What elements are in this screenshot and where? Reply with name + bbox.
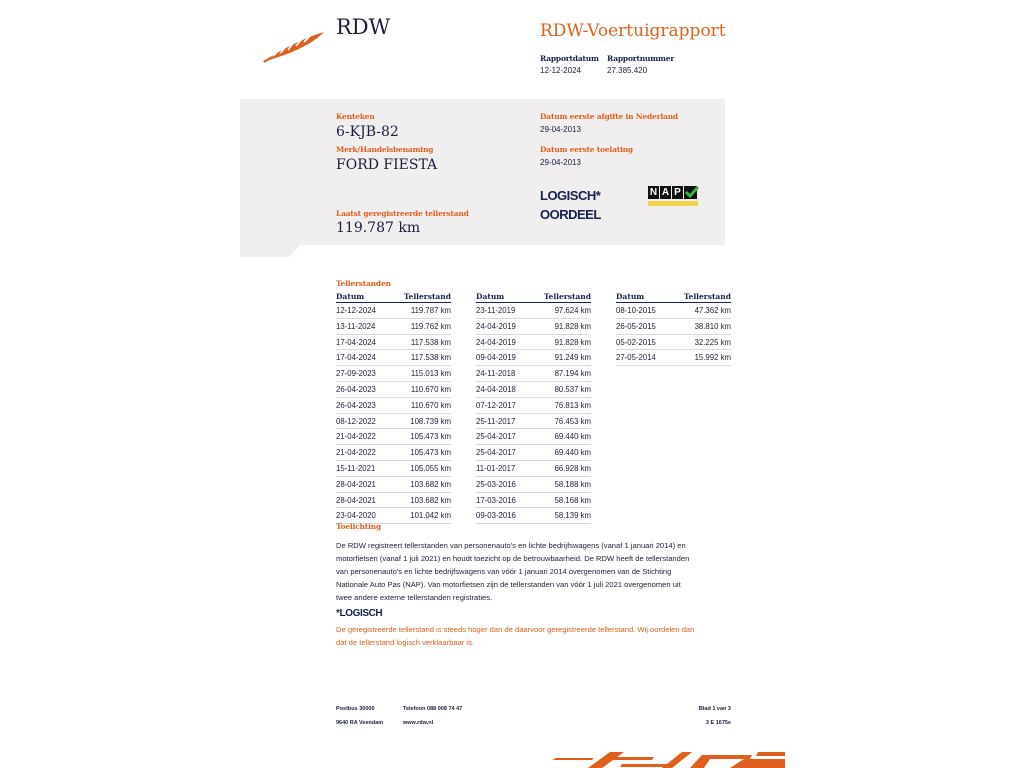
table-row: 15-11-2021 105.055 km [336, 461, 451, 477]
table-row: 25-11-2017 76.453 km [476, 414, 591, 430]
table-row: 21-04-2022 105.473 km [336, 429, 451, 445]
table-row: 27-05-2014 15.992 km [616, 350, 731, 366]
table-row: 25-04-2017 69.440 km [476, 429, 591, 445]
logic-title: *LOGISCH [336, 608, 383, 619]
table-row: 09-04-2019 91.249 km [476, 350, 591, 366]
table-row: 11-01-2017 66.928 km [476, 461, 591, 477]
table-row: 26-04-2023 110.670 km [336, 398, 451, 414]
report-date-label: Rapportdatum [540, 54, 599, 63]
footer-postbus: Postbus 30000 [336, 706, 375, 712]
plate-label: Kenteken [336, 112, 375, 121]
footer-page: Blad 1 van 3 [698, 706, 731, 712]
report-number-label: Rapportnummer [607, 54, 675, 63]
table-row: 28-04-2021 103.682 km [336, 493, 451, 509]
odometer-label: Laatst geregistreerde tellerstand [336, 209, 469, 218]
decorative-stripes-icon [552, 750, 785, 768]
readings-table-2 [476, 291, 591, 524]
checkmark-icon [684, 185, 700, 200]
table-row: 12-12-2024 119.787 km [336, 303, 451, 319]
table-row: 13-11-2024 119.762 km [336, 319, 451, 335]
table-row: 09-03-2016 58.139 km [476, 508, 591, 524]
footer-web: www.rdw.nl [403, 720, 434, 726]
verdict-line2: OORDEEL [540, 207, 601, 222]
col-date-header: Datum [476, 292, 505, 301]
col-reading-header: Tellerstand [683, 292, 731, 301]
table-row: 27-09-2023 115.013 km [336, 366, 451, 382]
explanation-text: De RDW registreert tellerstanden van personenauto's en lichte bedrijfswagens (vanaf 1 januari 2014) en motorfietsen (vanaf 1 juli 2021) en houdt toezicht op de betrouwbaarheid. De RDW heeft de tellerstanden van personenauto's en lichte bedrijfswagens van vóór 1 januari 2014 overgenomen van de Stichting Nationale Auto Pas (NAP). Van motorfietsen zijn de tellerstanden van vóór 1 juli 2021 overgenomen uit twee andere externe tellerstanden registraties. [336, 541, 690, 602]
verdict-line1: LOGISCH* [540, 188, 601, 203]
odometer-value: 119.787 km [336, 220, 421, 236]
report-date: 12-12-2024 [540, 66, 581, 75]
table-row: 23-11-2019 97.624 km [476, 303, 591, 319]
table-row: 25-03-2016 58.188 km [476, 477, 591, 493]
first-nl-label: Datum eerste afgifte in Nederland [540, 112, 678, 121]
table-row: 24-11-2018 87.194 km [476, 366, 591, 382]
first-nl-value: 29-04-2013 [540, 125, 581, 134]
footer-code: 3 E 1675e [705, 720, 731, 726]
readings-table-3 [616, 291, 731, 366]
report-title: RDW-Voertuigrapport [540, 21, 726, 41]
table-row: 08-12-2022 108.739 km [336, 414, 451, 430]
table-row: 26-05-2015 38.810 km [616, 319, 731, 335]
brand-name: RDW [336, 15, 391, 39]
logic-text: De geregistreerde tellerstand is steeds hoger dan de daarvoor geregistreerde tellerstand. Wij oordelen dan dat de tellerstand logisch verklaarbaar is. [336, 625, 695, 647]
report-number: 27.385.420 [607, 66, 648, 75]
nap-logo-icon: N A P [648, 186, 700, 206]
vehicle-panel-tab [240, 245, 300, 257]
readings-table-1 [336, 291, 451, 524]
first-admission-label: Datum eerste toelating [540, 145, 633, 154]
col-reading-header: Tellerstand [403, 292, 451, 301]
col-reading-header: Tellerstand [543, 292, 591, 301]
table-row: 07-12-2017 76.813 km [476, 398, 591, 414]
brand-value: FORD FIESTA [336, 157, 438, 173]
table-header [616, 291, 731, 303]
table-row: 24-04-2019 91.828 km [476, 319, 591, 335]
rdw-logo-icon [258, 28, 328, 64]
table-row: 26-04-2023 110.670 km [336, 382, 451, 398]
explanation-title: Toelichting [336, 522, 382, 531]
col-date-header: Datum [336, 292, 365, 301]
table-row: 21-04-2022 105.473 km [336, 445, 451, 461]
table-row: 17-04-2024 117.538 km [336, 350, 451, 366]
col-date-header: Datum [616, 292, 645, 301]
readings-title: Tellerstanden [336, 279, 391, 288]
table-row: 25-04-2017 69.440 km [476, 445, 591, 461]
table-row: 08-10-2015 47.362 km [616, 303, 731, 319]
table-row: 05-02-2015 32.225 km [616, 335, 731, 351]
table-row: 24-04-2019 91.828 km [476, 335, 591, 351]
footer-city: 9640 RA Veendam [336, 720, 384, 726]
table-header [336, 291, 451, 303]
table-row: 28-04-2021 103.682 km [336, 477, 451, 493]
table-row: 17-04-2024 117.538 km [336, 335, 451, 351]
table-row: 24-04-2018 80.537 km [476, 382, 591, 398]
table-row: 17-03-2016 58.168 km [476, 493, 591, 509]
table-row: 23-04-2020 101.042 km [336, 508, 451, 524]
brand-label: Merk/Handelsbenaming [336, 145, 434, 154]
first-admission-value: 29-04-2013 [540, 158, 581, 167]
plate-value: 6-KJB-82 [336, 124, 399, 140]
table-header [476, 291, 591, 303]
footer-phone: Telefoon 088 008 74 47 [403, 706, 463, 712]
